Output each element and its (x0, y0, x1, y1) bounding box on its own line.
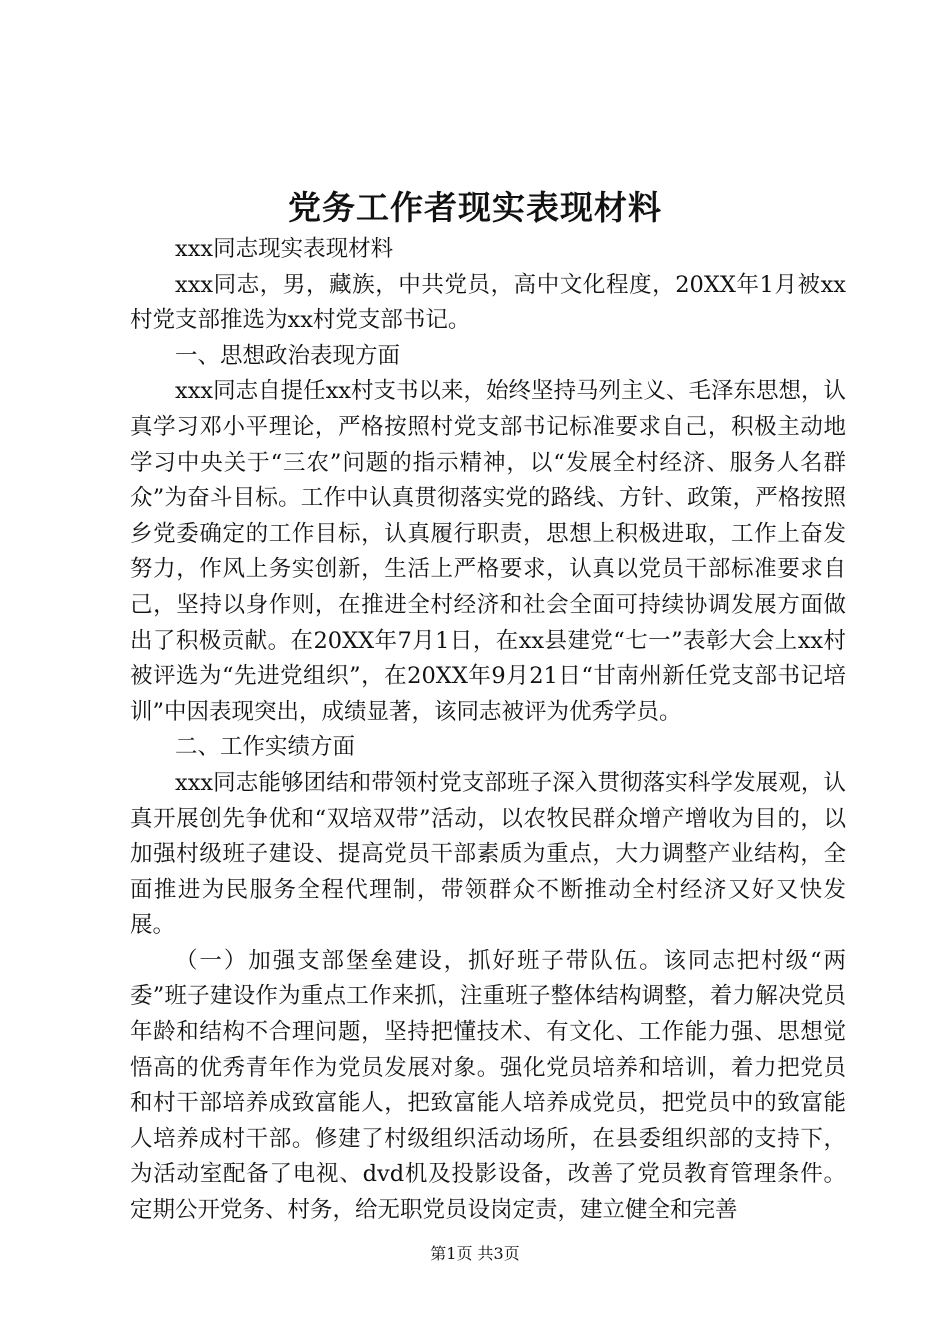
paragraph-achievements: xxx同志能够团结和带领村党支部班子深入贯彻落实科学发展观，认真开展创先争优和“双培双带”活动，以农牧民群众增产增收为目的，以加强村级班子建设、提高党员干部素质为重点，大力调整产业结构，全面推进为民服务全程代理制，带领群众不断推动全村经济又好又快发展。 (130, 769, 846, 939)
document-body (130, 232, 846, 1229)
paragraph-political: xxx同志自提任xx村支书以来，始终坚持马列主义、毛泽东思想，认真学习邓小平理论，严格按照村党支部书记标准要求自己，积极主动地学习中央关于“三农”问题的指示精神，以“发展全村经济、服务人名群众”为奋斗目标。工作中认真贯彻落实党的路线、方针、政策，严格按照乡党委确定的工作目标，认真履行职责，思想上积极进取，工作上奋发努力，作风上务实创新，生活上严格要求，认真以党员干部标准要求自己，坚持以身作则，在推进全村经济和社会全面可持续协调发展方面做出了积极贡献。在20XX年7月1日，在xx县建党“七一”表彰大会上xx村被评选为“先进党组织”，在20XX年9月21日“甘南州新任党支部书记培训”中因表现突出，成绩显著，该同志被评为优秀学员。 (130, 378, 846, 725)
document-title: 党务工作者现实表现材料 (288, 188, 662, 227)
section-heading-achievements: 二、工作实绩方面 (175, 734, 356, 761)
paragraph-heading-material: xxx同志现实表现材料 (175, 236, 394, 262)
paragraph-branch-building: （一）加强支部堡垒建设，抓好班子带队伍。该同志把村级“两委”班子建设作为重点工作来抓，注重班子整体结构调整，着力解决党员年龄和结构不合理问题，坚持把懂技术、有文化、工作能力强、思想觉悟高的优秀青年作为党员发展对象。强化党员培养和培训，着力把党员和村干部培养成致富能人，把致富能人培养成党员，把党员中的致富能人培养成村干部。修建了村级组织活动场所，在县委组织部的支持下，为活动室配备了电视、dvd机及投影设备，改善了党员教育管理条件。定期公开党务、村务，给无职党员设岗定责，建立健全和完善 (130, 947, 846, 1224)
section-heading-political: 一、思想政治表现方面 (175, 342, 401, 369)
paragraph-basic-info: xxx同志，男，藏族，中共党员，高中文化程度，20XX年1月被xx村党支部推选为xx村党支部书记。 (130, 271, 846, 334)
page-number-footer: 第1页 共3页 (430, 1244, 520, 1263)
